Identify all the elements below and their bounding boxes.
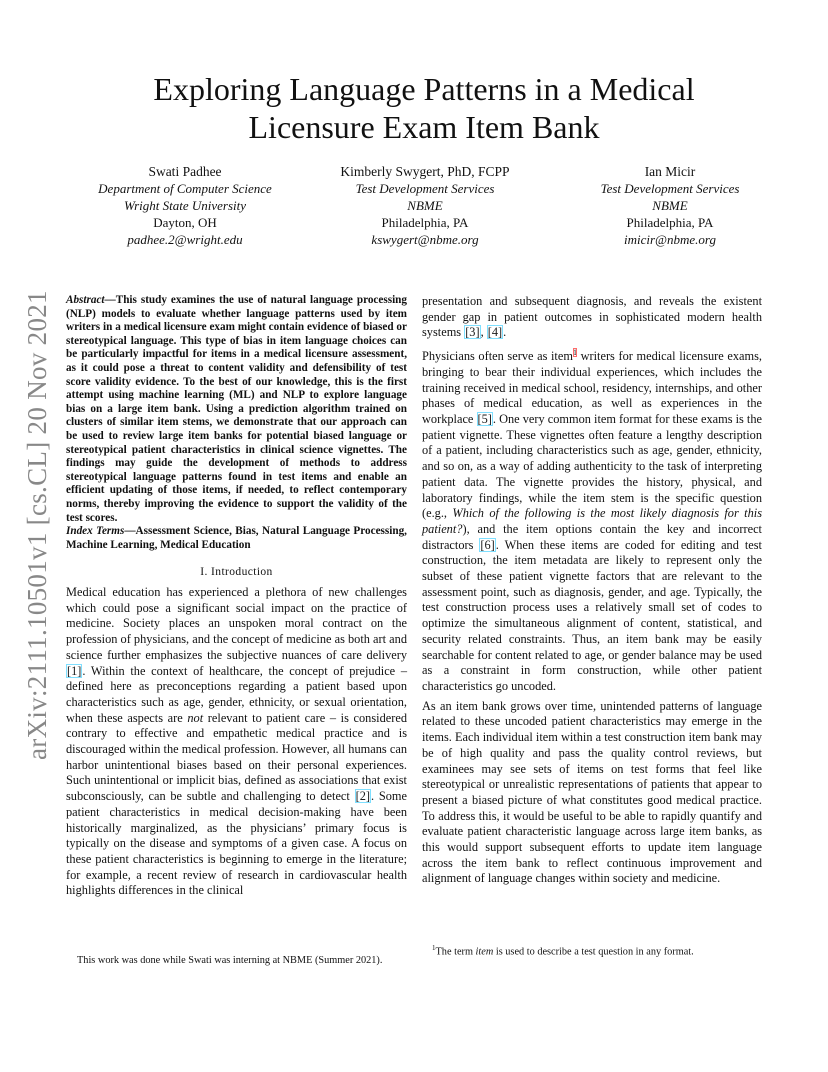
emphasis-text: item: [475, 946, 494, 958]
author-3: [550, 163, 790, 248]
body-text: .: [503, 325, 507, 340]
body-text: ,: [480, 325, 487, 340]
body-text: Physicians often serve as item: [422, 349, 573, 364]
footnote-text: The term: [435, 946, 476, 958]
body-text: writers for medical licensure exams, bringing to bear their individual experiences, which includes the training received in medical school, residency, internships, and other phases of medical education, as well as experiences in the workplace: [422, 349, 763, 427]
author-dept: Department of Computer Science: [98, 181, 272, 196]
body-text: presentation and subsequent diagnosis, and reveals the existent gender gap in patient outcomes in sophisticated modern health systems: [422, 294, 762, 340]
index-terms-label: Index Terms: [66, 525, 125, 538]
author-block: [70, 163, 790, 248]
author-2: [300, 163, 550, 248]
author-name: Kimberly Swygert, PhD, FCPP: [340, 164, 510, 179]
citation-link[interactable]: [2]: [355, 789, 371, 804]
body-text: ), and the item options contain the key and incorrect distractors: [422, 521, 762, 552]
left-column: [66, 294, 407, 899]
author-email: kswygert@nbme.org: [371, 232, 479, 247]
abstract-text: —This study examines the use of natural language processing (NLP) models to evaluate whether language patterns used by item writers in a medical licensure exam might contain evidence of biased or stereotypical language. This type of bias in item language choices can be particularly impactful for items in a medical licensure assessment, as it could pose a threat to content validity and defensibility of test score validity evidence. To the best of our knowledge, this is the first attempt using machine learning (ML) and NLP to explore language bias on a large item bank. Using a prediction algorithm trained on clusters of similar item stems, we demonstrate that our approach can be used to review large item banks for potential biased language or stereotypical patient characteristics in clinical science vignettes. The findings may guide the development of methods to address stereotypical language patterns found in test items and enable an efficient updating of those items, if needed, to reflect contemporary norms, thereby improving the evidence to support the validity of the test scores.: [66, 294, 407, 524]
index-terms-text: —Assessment Science, Bias, Natural Language Processing, Machine Learning, Medical Education: [66, 525, 407, 551]
citation-link[interactable]: [3]: [465, 325, 480, 340]
intro-paragraph-2: [422, 345, 762, 695]
citation-link[interactable]: [6]: [480, 537, 495, 552]
intro-paragraph-1: [66, 585, 407, 899]
author-location: Philadelphia, PA: [626, 215, 714, 230]
author-email: padhee.2@wright.edu: [127, 232, 243, 247]
footnote-number: 1: [432, 944, 436, 952]
emphasis-text: not: [187, 710, 204, 725]
citation-link[interactable]: [5]: [477, 412, 492, 427]
body-text: Medical education has experienced a plethora of new challenges which could pose a significant social impact on the practice of medicine. Society places an unspoken moral contract on the profession of physicians, and the concept of medicine as both art and science further emphasizes the subjective nuances of care delivery: [66, 584, 407, 662]
body-text: . One very common item format for these exams is the patient vignette. These vignettes often feature a lengthy description of a patient, including characteristics such as age, gender, ethnicity, and so on, as a way of adding authenticity to the task of interpreting patient data. The vignette provides the history, physical, and laboratory findings, while the item stem is the specific question (e.g.,: [422, 412, 762, 521]
arxiv-identifier: arXiv:2111.10501v1 [cs.CL] 20 Nov 2021: [22, 290, 52, 760]
author-org: NBME: [652, 198, 688, 213]
body-text: . When these items are coded for editing and test construction, the item metadata are likely to represent only the subset of these patient vignette factors that are relevant to the assessment point, such as diagnosis, gender, and age. Typically, the test construction process uses a relatively small set of codes to optimize the simultaneous alignment of content, statistical, and security related constraints. Thus, an item bank may be easily searchable for content related to age, or gender balance may be used as a constraint in form construction, while other patient characteristics go uncoded.: [422, 537, 762, 693]
author-dept: Test Development Services: [355, 181, 495, 196]
author-name: Swati Padhee: [148, 164, 222, 179]
author-org: NBME: [407, 198, 443, 213]
citation-link[interactable]: [1]: [67, 663, 82, 678]
right-column: [422, 294, 762, 887]
author-1: [70, 163, 300, 248]
intro-paragraph-3: As an item bank grows over time, unintended patterns of language related to these uncoded patient characteristics may emerge in the items. Each individual item within a test construction item bank may be of high quality and pass the quality control reviews, but examinees may see sets of items on test forms that feel like stereotypical or unrealistic representations of patients that appear to present a biased picture of what constitutes good medical practice. To address this, it would be useful to be able to rapidly quantify and evaluate patient characteristic language across large item banks, as this would support subsequent efforts to update item language across the item bank to reflect continuous improvement and alignment of language changes within society and medicine.: [422, 698, 762, 886]
author-org: Wright State University: [123, 198, 247, 213]
author-name: Ian Micir: [644, 164, 696, 179]
citation-link[interactable]: [4]: [487, 325, 503, 340]
footnote-internship: This work was done while Swati was interning at NBME (Summer 2021).: [77, 955, 383, 966]
body-text: . Within the context of healthcare, the concept of prejudice – defined here as preconceptions regarding a patient based upon characteristics such as age, gender, ethnicity, or sexual orientation, when these aspects are: [66, 663, 407, 725]
abstract-label: Abstract: [66, 294, 105, 306]
author-location: Philadelphia, PA: [381, 215, 469, 230]
footnote-text: is used to describe a test question in any format.: [493, 946, 694, 958]
intro-paragraph-continued: [422, 294, 762, 341]
index-terms: [66, 525, 407, 552]
body-text: . Some patient characteristics in medical decision-making have been historically marginalized, as the physicians’ primary focus is typically on the disease and symptoms of a given case. A focus on these patient characteristics is beginning to emerge in the literature; for example, a recent review of research in cardiovascular health highlights differences in the clinical: [66, 789, 407, 898]
author-email: imicir@nbme.org: [624, 232, 716, 247]
author-dept: Test Development Services: [600, 181, 740, 196]
body-text: relevant to patient care – is considered contrary to effective and empathetic medical practice and is discouraged within the medical profession. However, all humans can harbor unintentional biases based on their personal experiences. Such unintentional or implicit bias, defined as associations that exist subconsciously, can be subtle and challenging to detect: [66, 710, 407, 804]
section-heading: I. Introduction: [200, 566, 273, 579]
emphasis-text: Which of the following is the most likely diagnosis for this patient?: [422, 506, 762, 536]
author-location: Dayton, OH: [153, 215, 217, 230]
paper-title: Exploring Language Patterns in a Medical Licensure Exam Item Bank: [153, 71, 695, 145]
footnote-link[interactable]: 1: [572, 348, 577, 358]
footnote-item-definition: [432, 944, 762, 957]
abstract: [66, 294, 407, 525]
